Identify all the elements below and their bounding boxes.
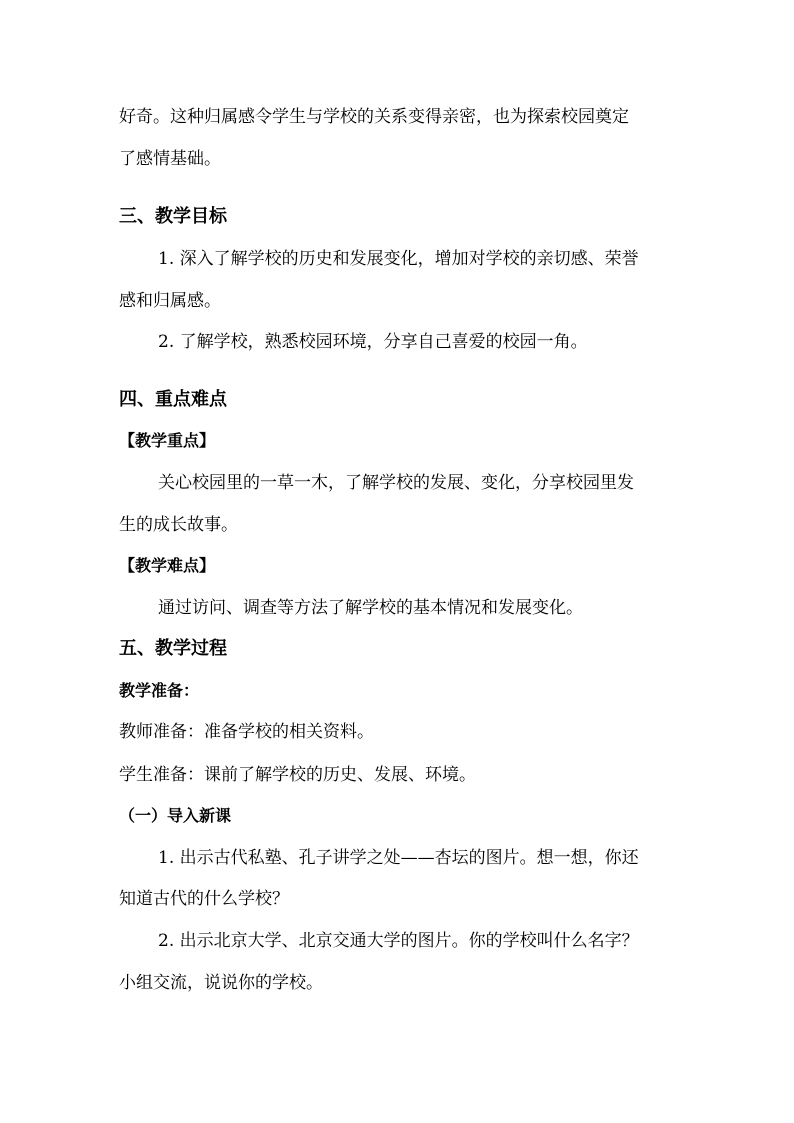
paragraph-line: 教师准备：准备学校的相关资料。: [119, 722, 374, 742]
subsection-heading: 【教学难点】: [119, 556, 216, 575]
subsection-heading: 【教学重点】: [119, 431, 216, 450]
list-item: 1. 出示古代私塾、孔子讲学之处——杏坛的图片。想一想，你还: [158, 848, 639, 868]
paragraph-line: 生的成长故事。: [119, 515, 238, 535]
subsection-heading: 教学准备：: [119, 681, 200, 700]
paragraph-line: 了感情基础。: [119, 149, 221, 169]
paragraph-line: 通过访问、调查等方法了解学校的基本情况和发展变化。: [158, 598, 583, 618]
list-item: 1. 深入了解学校的历史和发展变化，增加对学校的亲切感、荣誉: [158, 249, 639, 269]
paragraph-line: 学生准备：课前了解学校的历史、发展、环境。: [119, 765, 476, 785]
list-item: 2. 了解学校，熟悉校园环境，分享自己喜爱的校园一角。: [158, 332, 588, 352]
paragraph-line: 小组交流，说说你的学校。: [119, 973, 323, 993]
list-item: 2. 出示北京大学、北京交通大学的图片。你的学校叫什么名字？: [158, 931, 639, 951]
paragraph-line: 关心校园里的一草一木，了解学校的发展、变化，分享校园里发: [158, 473, 634, 493]
paragraph-line: 感和归属感。: [119, 291, 221, 311]
section-heading: 三、教学目标: [119, 206, 227, 227]
paragraph-line: 知道古代的什么学校？: [119, 889, 289, 909]
section-heading: 五、教学过程: [119, 638, 227, 659]
subsection-heading: （一）导入新课: [119, 806, 232, 825]
section-heading: 四、重点难点: [119, 389, 227, 410]
paragraph-line: 好奇。这种归属感令学生与学校的关系变得亲密，也为探索校园奠定: [119, 107, 629, 127]
